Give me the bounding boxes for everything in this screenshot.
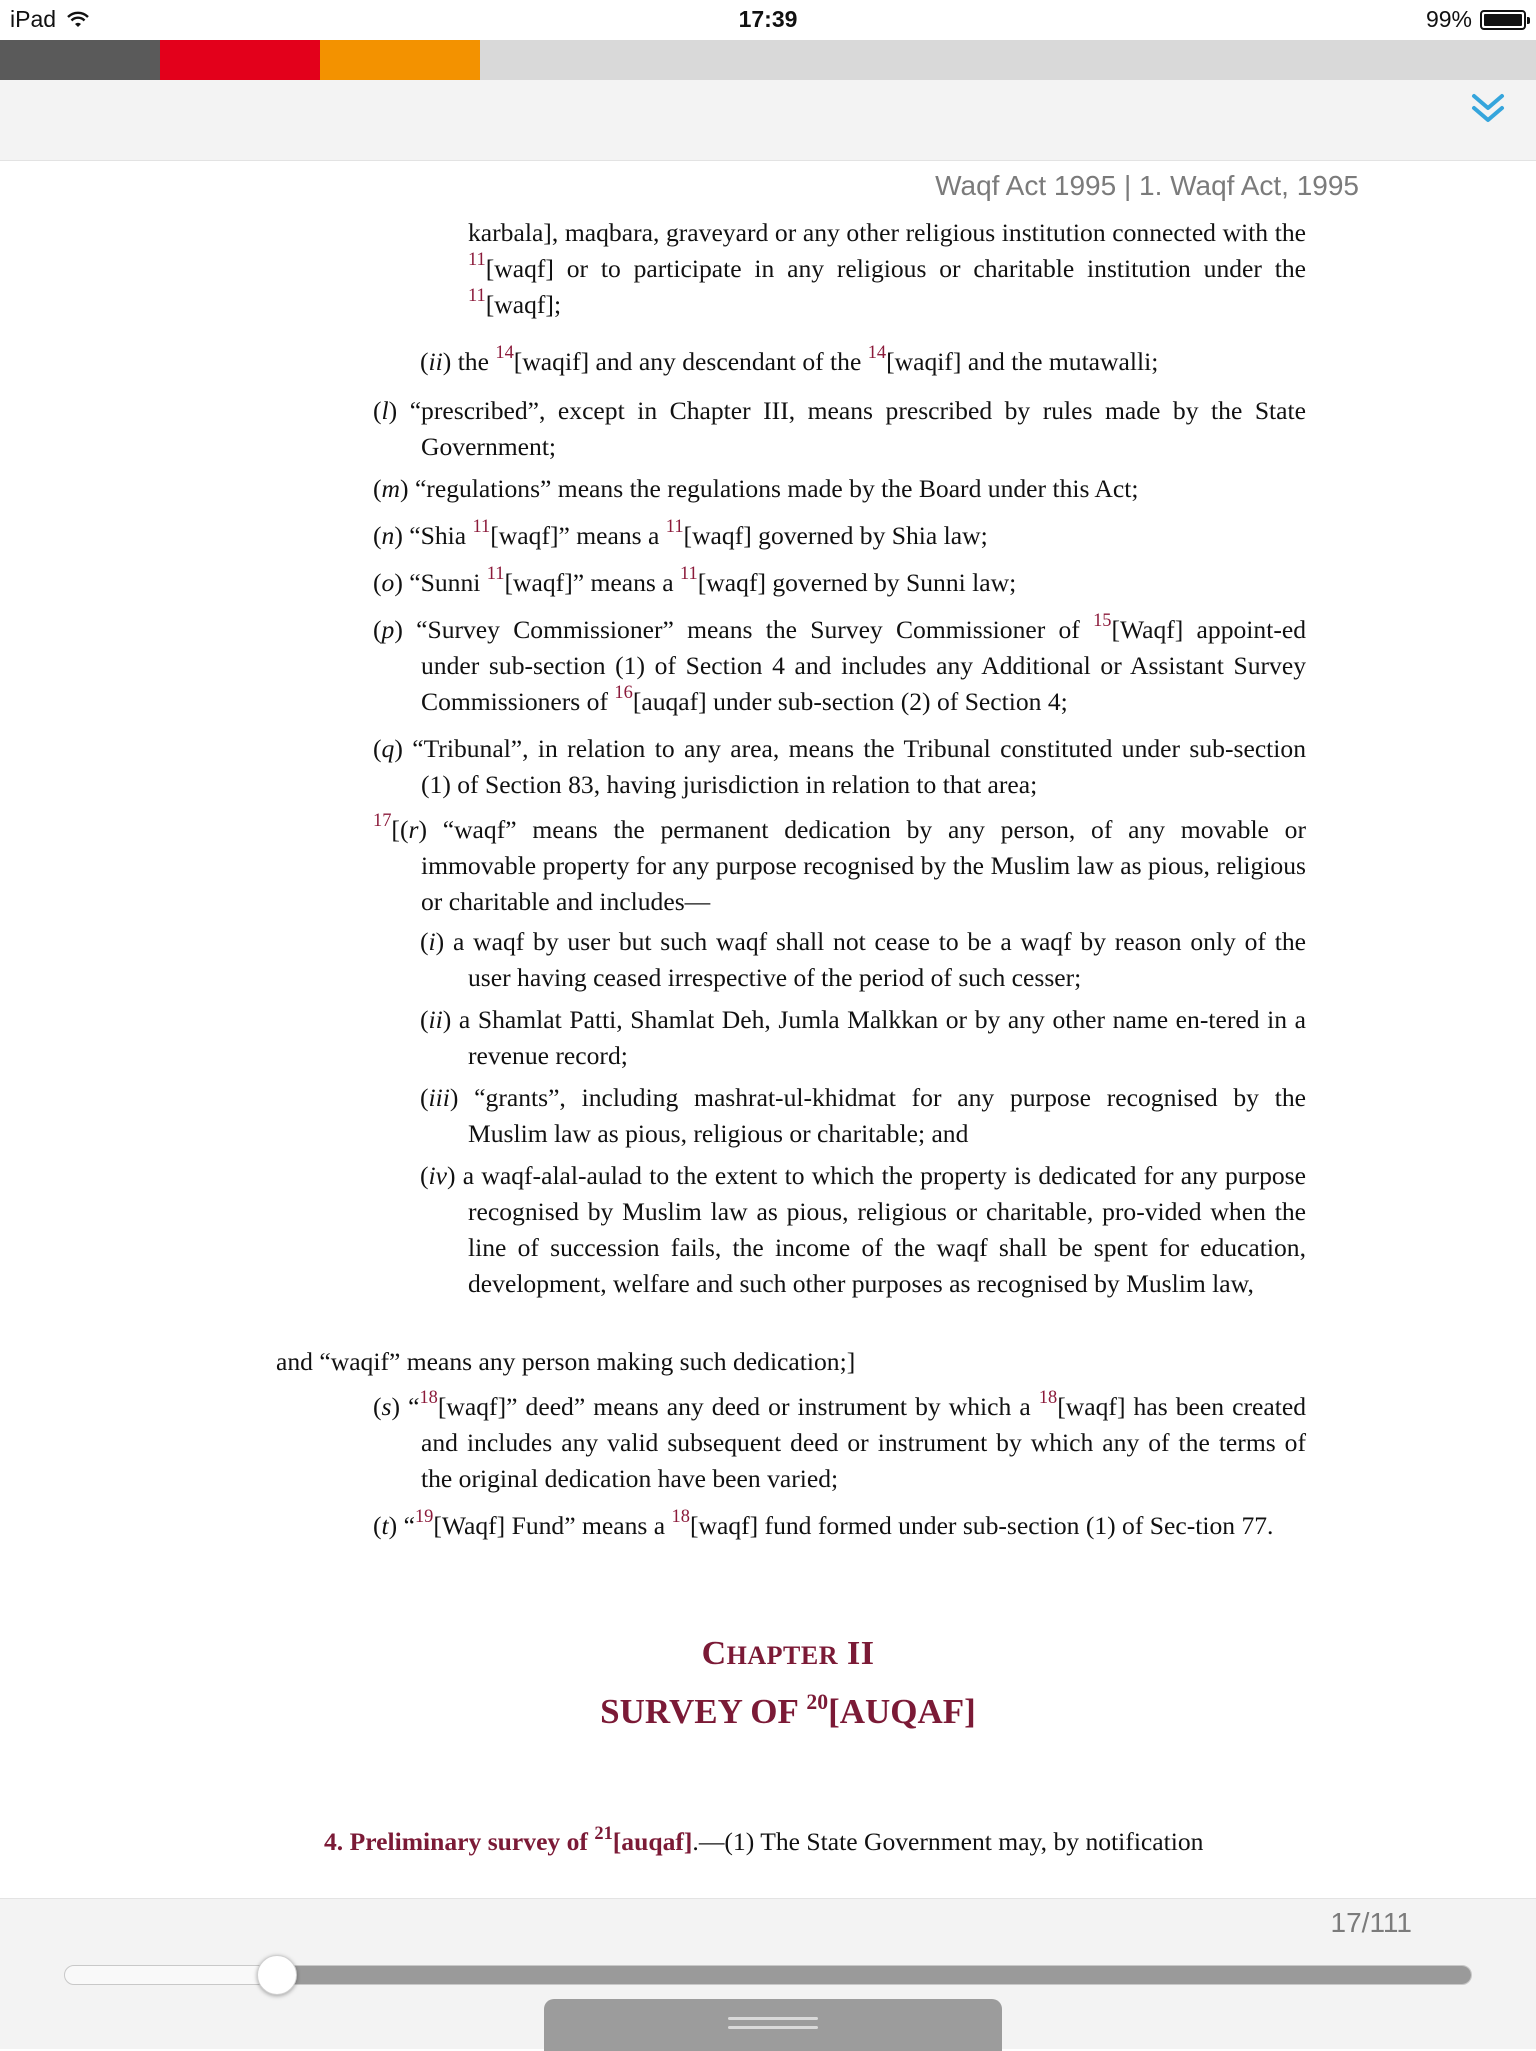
page-navigation-bar	[0, 1898, 1536, 2049]
footnote-ref[interactable]: 11	[665, 516, 684, 537]
definition-q: (q) “Tribunal”, in relation to any area, means the Tribunal constituted under sub-section (1) of Section 83, having jurisdiction in relation to that area;	[373, 734, 1306, 799]
tab-segment-3[interactable]	[320, 40, 480, 80]
battery-percent: 99%	[1425, 6, 1472, 32]
device-label: iPad	[10, 6, 57, 32]
continued-paragraph: karbala], maqbara, graveyard or any other religious institution connected with the $^{11}$[waqf] or to participate in any religious or charitable institution under the $^{11}$[waqf];	[468, 218, 1306, 319]
chapter-title: SURVEY OF $^{20}$[AUQAF]	[600, 1690, 976, 1732]
footnote-ref[interactable]: 11	[486, 563, 505, 584]
footnote-ref[interactable]: 11	[468, 249, 486, 270]
footnote-ref[interactable]: 15	[1093, 610, 1112, 631]
subclause-r-ii: (ii) a Shamlat Patti, Shamlat Deh, Jumla Malkkan or by any other name en-tered in a revenue record;	[420, 1005, 1306, 1070]
footnote-ref[interactable]: 16	[614, 682, 633, 703]
subclause-r-iii: (iii) “grants”, including mashrat-ul-khidmat for any purpose recognised by the Muslim law as pious, religious or charitable; and	[420, 1083, 1306, 1148]
clock: 17:39	[738, 6, 798, 32]
tab-segment-2[interactable]	[160, 40, 320, 80]
definition-r: $^{17}$[(r) “waqf” means the permanent dedication by any person, of any movable or immovable property for any purpose recognised by the Muslim law as pious, religious or charitable and includes—	[373, 810, 1306, 916]
battery-icon	[1480, 10, 1526, 30]
footnote-ref[interactable]: 11	[680, 563, 698, 584]
tab-segment-1[interactable]	[0, 40, 160, 80]
footnote-ref[interactable]: 19	[414, 1506, 434, 1527]
footnote-ref[interactable]: 11	[468, 285, 486, 306]
footnote-ref[interactable]: 18	[419, 1387, 438, 1408]
page-slider-thumb[interactable]	[257, 1955, 297, 1995]
footnote-ref[interactable]: 14	[495, 342, 514, 363]
footnote-ref[interactable]: 21	[594, 1822, 613, 1843]
page-counter: 17/111	[1330, 1907, 1412, 1938]
running-head: Waqf Act 1995 | 1. Waqf Act, 1995	[935, 170, 1359, 201]
footnote-ref[interactable]: 20	[806, 1690, 829, 1714]
definition-t: (t) “$^{19}$[Waqf] Fund” means a $^{18}$[waqf] fund formed under sub-section (1) of Sec-tion 77.	[373, 1506, 1274, 1540]
definition-p: (p) “Survey Commissioner” means the Survey Commissioner of $^{15}$[Waqf] appoint-ed under sub-section (1) of Section 4 and includes any Additional or Assistant Survey Commissioners of $^{16}$[auqaf] under sub-section (2) of Section 4;	[373, 610, 1306, 716]
status-bar	[0, 0, 1536, 40]
drawer-handle[interactable]	[544, 1999, 1002, 2051]
footnote-ref[interactable]: 18	[1038, 1387, 1058, 1408]
footnote-ref[interactable]: 14	[867, 342, 887, 363]
grip-icon	[728, 2017, 818, 2035]
definition-m: (m) “regulations” means the regulations made by the Board under this Act;	[373, 474, 1139, 503]
footnote-ref[interactable]: 18	[671, 1506, 690, 1527]
section-4: 4. Preliminary survey of $^{21}$[auqaf].—(1) The State Government may, by notification	[324, 1822, 1204, 1856]
reader-toolbar	[0, 80, 1536, 161]
definition-s: (s) “$^{18}$[waqf]” deed” means any deed or instrument by which a $^{18}$[waqf] has been created and includes any valid subsequent deed or instrument by which any of the terms of the original dedication have been varied;	[373, 1387, 1307, 1493]
definition-l: (l) “prescribed”, except in Chapter III, means prescribed by rules made by the State Government;	[373, 396, 1306, 461]
footnote-ref[interactable]: 11	[472, 516, 491, 537]
chapter-number: CHAPTER II	[701, 1635, 875, 1672]
subclause-r-i: (i) a waqf by user but such waqf shall not cease to be a waqf by reason only of the user having ceased irrespective of the period of such cesser;	[420, 927, 1306, 992]
double-chevron-down-icon[interactable]	[1466, 88, 1510, 132]
subclause-r-iv: (iv) a waqf-alal-aulad to the extent to which the property is dedicated for any purpose recognised by Muslim law as pious, religious or charitable, pro-vided when the line of succession fails, the income of the waqf shall be spent for education, development, welfare and such other purposes as recognised by Muslim law,	[420, 1161, 1306, 1298]
section-heading: 4. Preliminary survey of $^{21}$[auqaf]	[324, 1822, 693, 1856]
footnote-ref[interactable]: 17	[373, 810, 392, 831]
clause-ii: (ii) the $^{14}$[waqif] and any descendant of the $^{14}$[waqif] and the mutawalli;	[420, 342, 1159, 376]
definition-n: (n) “Shia $^{11}$[waqf]” means a $^{11}$[waqf] governed by Shia law;	[373, 516, 988, 550]
section-tab-strip	[0, 40, 1536, 80]
waqif-definition: and “waqif” means any person making such dedication;]	[276, 1347, 856, 1376]
definition-o: (o) “Sunni $^{11}$[waqf]” means a $^{11}$[waqf] governed by Sunni law;	[373, 563, 1017, 597]
